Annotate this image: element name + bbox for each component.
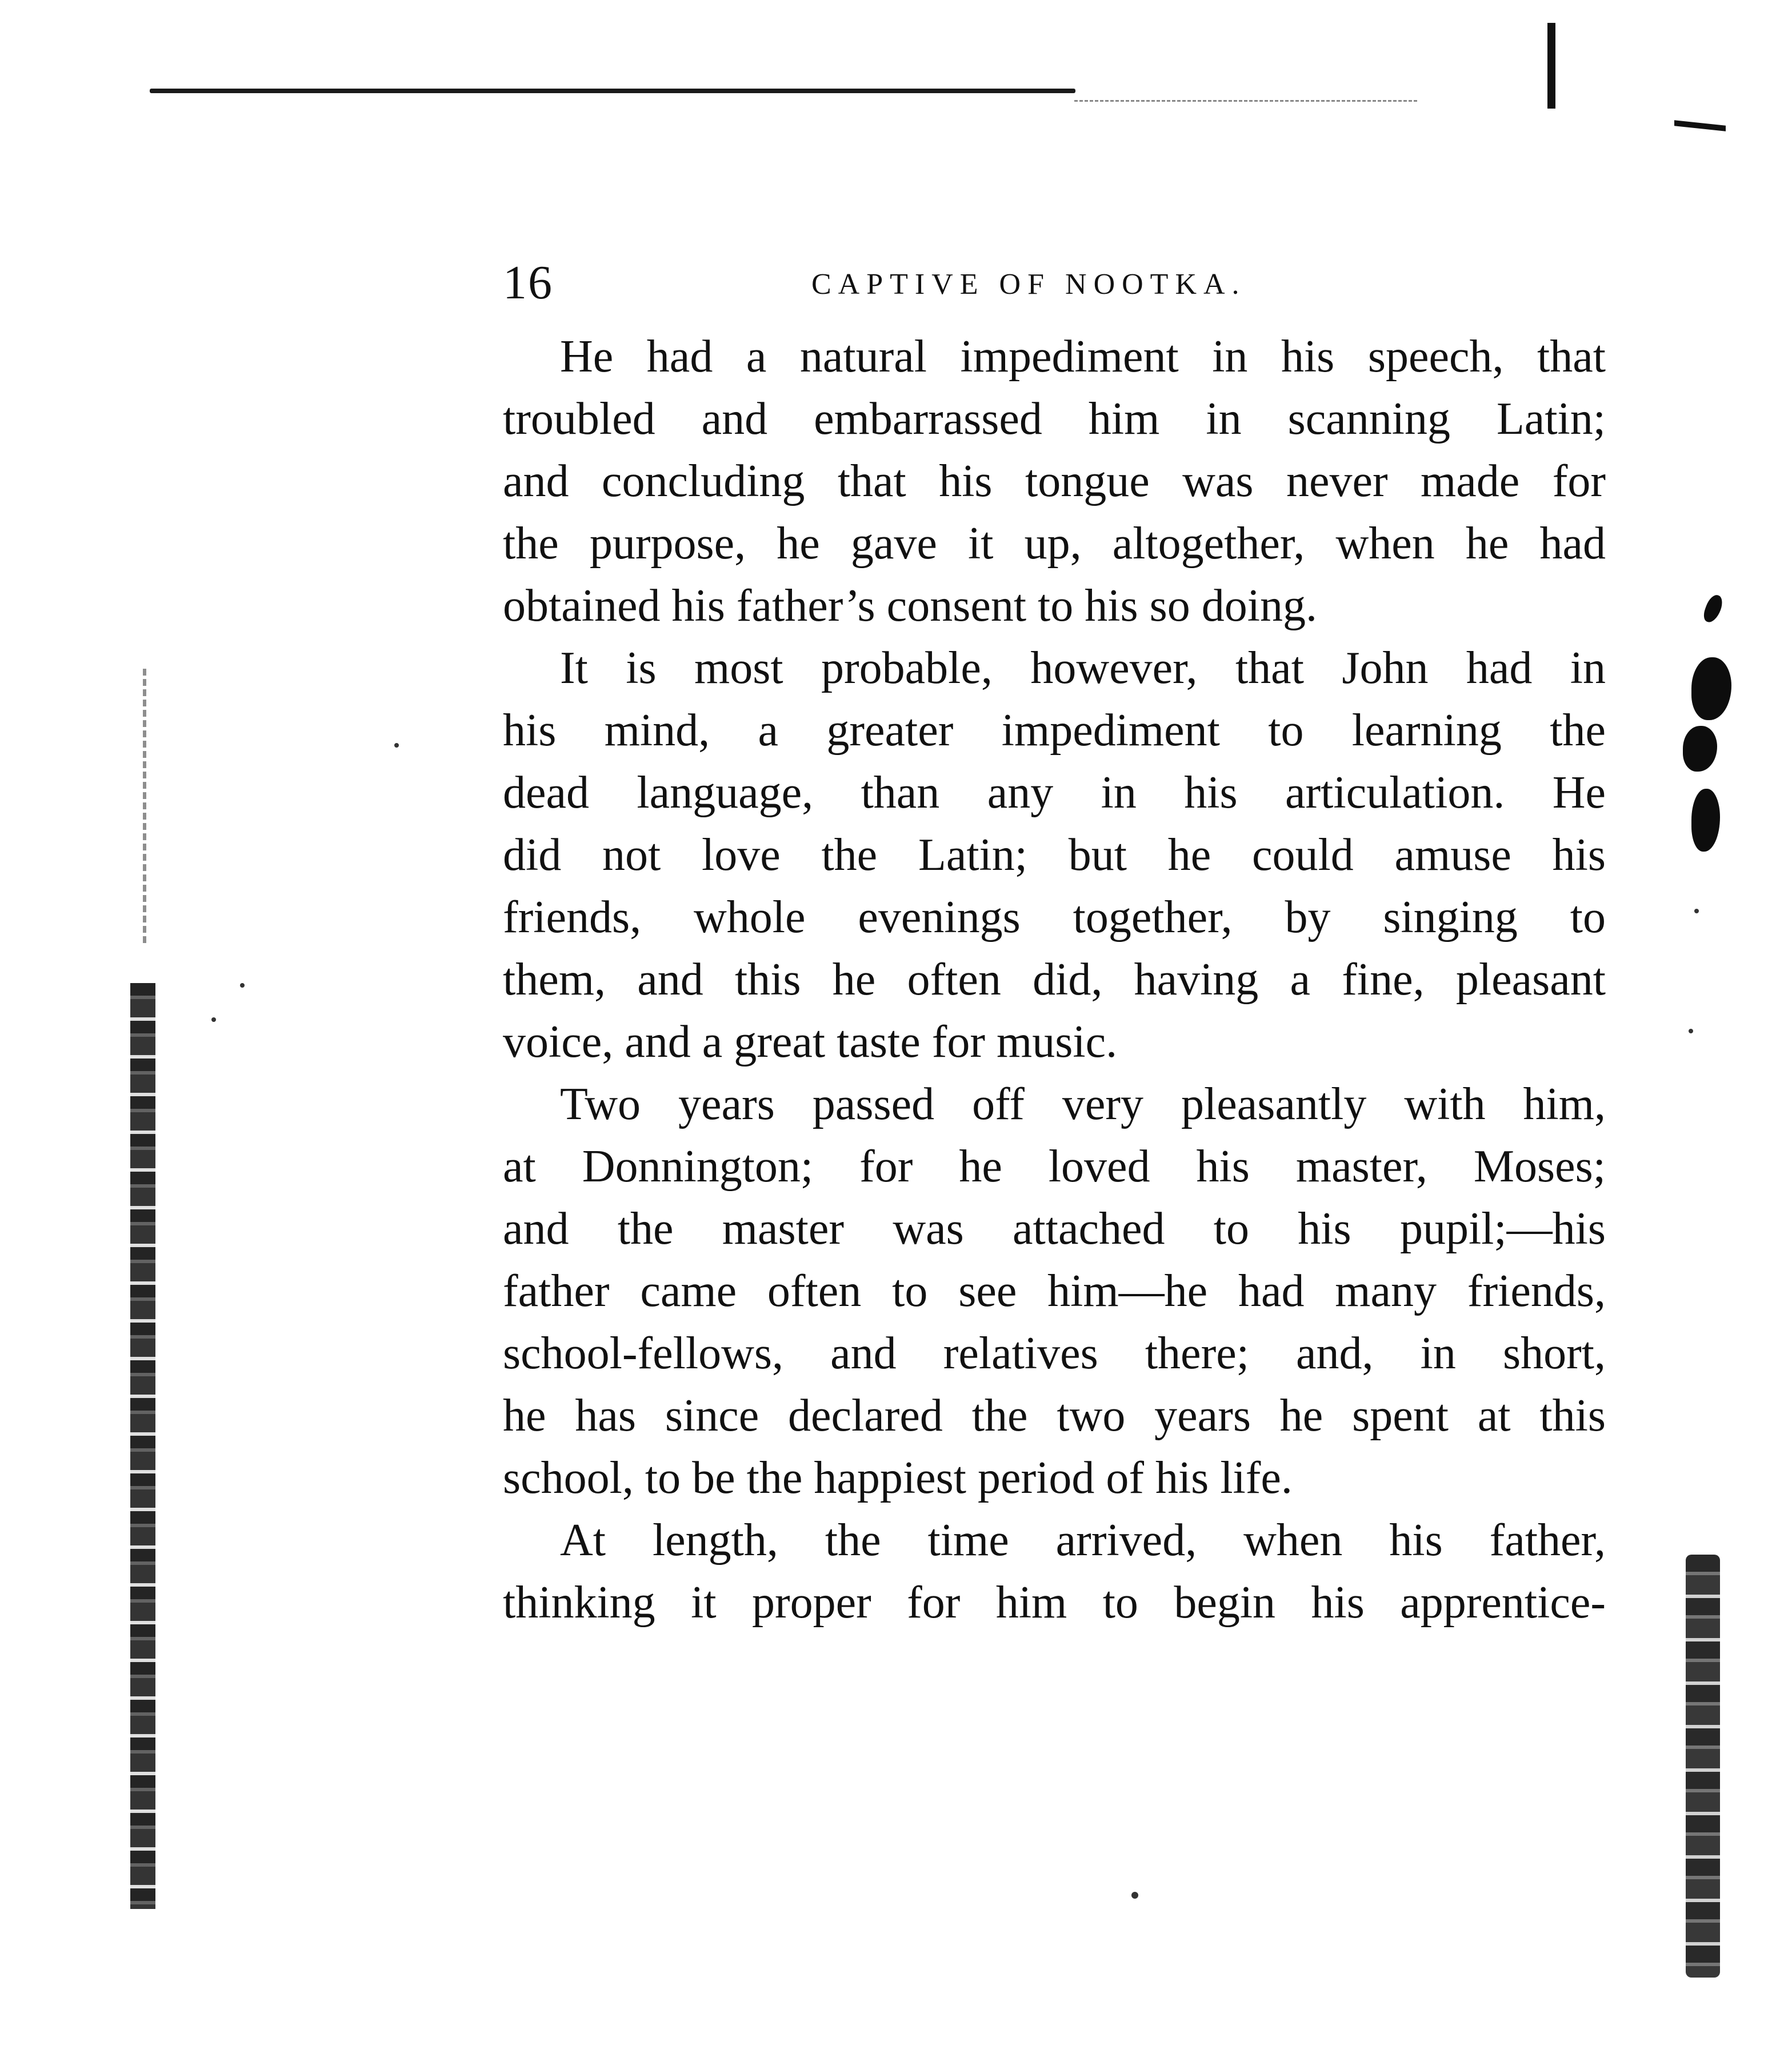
scan-edge-left [130, 983, 155, 1909]
scan-mark [1547, 23, 1555, 109]
ink-blot [1691, 789, 1720, 852]
text-line: them, and this he often did, having a fine, pleasant [503, 954, 1606, 1005]
text-line: dead language, than any in his articulation. He [503, 768, 1606, 818]
faint-rule [1074, 100, 1417, 103]
text-line: school, to be the happiest period of his life. [503, 1453, 1293, 1503]
text-line: father came often to see him—he had many friends, [503, 1266, 1606, 1316]
speck [1689, 1029, 1693, 1033]
ink-blot [1683, 726, 1717, 772]
paragraph [503, 1073, 1606, 1509]
body-text [503, 326, 1606, 1634]
top-rule [150, 89, 1075, 93]
speck [240, 983, 245, 988]
text-line: and concluding that his tongue was never made for [503, 456, 1606, 506]
speck [394, 743, 399, 748]
text-line: his mind, a greater impediment to learning the [503, 705, 1606, 756]
text-line: he has since declared the two years he spent at this [503, 1391, 1606, 1441]
text-line: obtained his father’s consent to his so doing. [503, 581, 1317, 631]
text-line: did not love the Latin; but he could amuse his [503, 830, 1606, 880]
paragraph [503, 326, 1606, 637]
text-line: At length, the time arrived, when his father, [560, 1515, 1606, 1565]
text-line: He had a natural impediment in his speech, that [560, 331, 1606, 382]
running-head [503, 251, 1646, 314]
running-title: CAPTIVE OF NOOTKA. [811, 268, 1246, 301]
text-line: friends, whole evenings together, by singing to [503, 892, 1606, 942]
scan-edge-right [1686, 1555, 1720, 1978]
speck [211, 1017, 216, 1022]
ink-blot [1691, 657, 1731, 720]
ink-blot [1701, 593, 1725, 625]
text-line: the purpose, he gave it up, altogether, when he had [503, 518, 1606, 569]
text-line: thinking it proper for him to begin his apprentice- [503, 1577, 1606, 1628]
text-line: at Donnington; for he loved his master, Moses; [503, 1141, 1606, 1192]
text-line: voice, and a great taste for music. [503, 1017, 1118, 1067]
text-line: school-fellows, and relatives there; and, in short, [503, 1328, 1606, 1379]
text-line: It is most probable, however, that John had in [560, 643, 1606, 693]
speck [1131, 1892, 1138, 1899]
text-line: and the master was attached to his pupil;—his [503, 1204, 1606, 1254]
paragraph [503, 1509, 1606, 1634]
text-line: Two years passed off very pleasantly with him, [560, 1079, 1606, 1129]
text-line: troubled and embarrassed him in scanning Latin; [503, 394, 1606, 444]
scan-edge-marks-left [143, 669, 161, 943]
page-number: 16 [503, 256, 553, 309]
paragraph [503, 637, 1606, 1073]
scan-edge-mark [1674, 120, 1726, 131]
speck [1694, 909, 1699, 913]
